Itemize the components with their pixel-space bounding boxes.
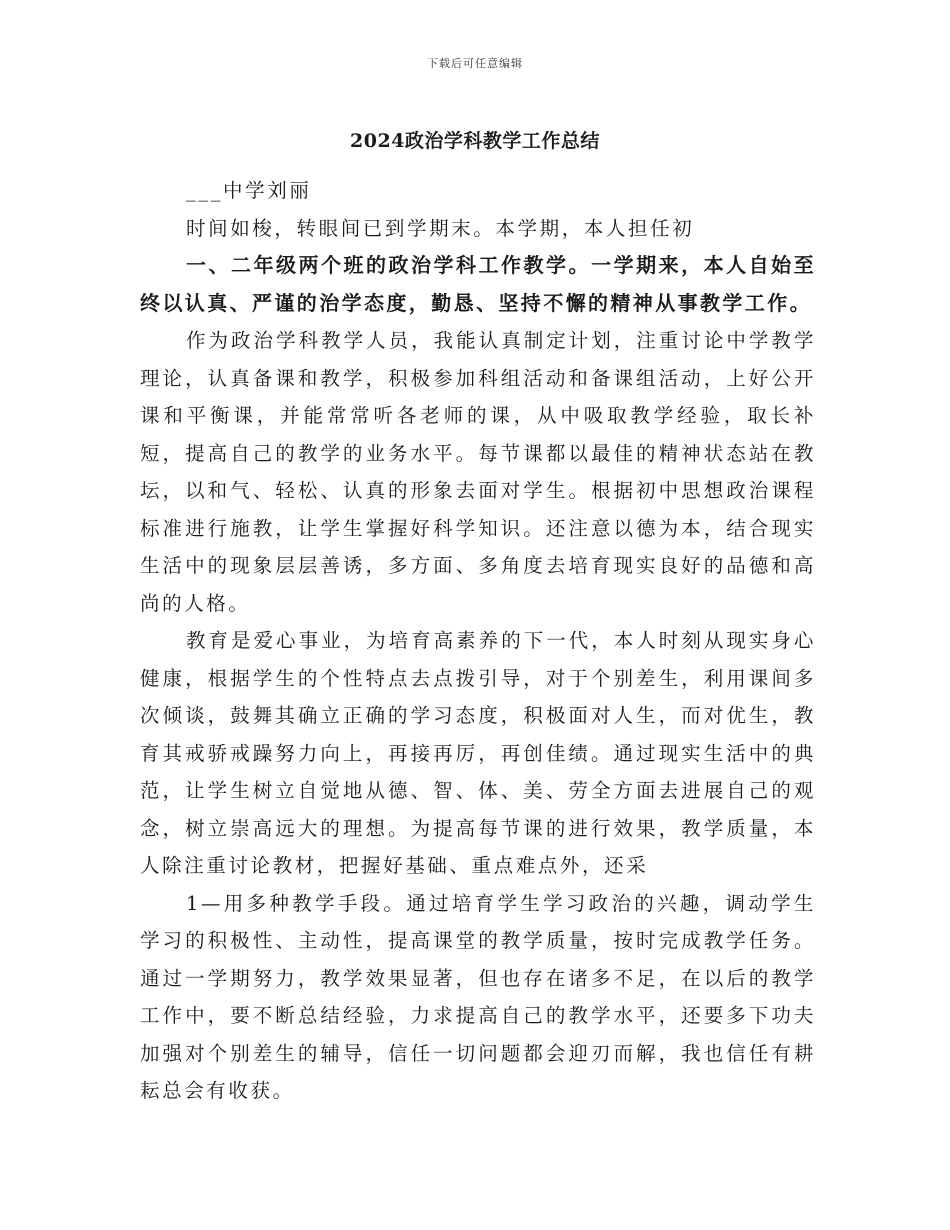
document-title: 2024政治学科教学工作总结 xyxy=(350,130,600,152)
header-note: 下载后可任意编辑 xyxy=(427,57,523,70)
paragraph-4: 教育是爱心事业，为培育高素养的下一代，本人时刻从现实身心健康，根据学生的个性特点去点拨引导，对于个别差生，利用课间多次倾谈，鼓舞其确立正确的学习态度，积极面对人生，而对优生，教育其戒骄戒躁努力向上，再接再厉，再创佳绩。通过现实生活中的典范，让学生树立自觉地从德、智、体、美、劳全方面去进展自己的观念，树立崇高远大的理想。为提高每节课的进行效果，教学质量，本人除注重讨论教材，把握好基础、重点难点外，还采 xyxy=(140,629,816,877)
paragraph-3: 作为政治学科教学人员，我能认真制定计划，注重讨论中学教学理论，认真备课和教学，积极参加科组活动和备课组活动，上好公开课和平衡课，并能常常听各老师的课，从中吸取教学经验，取长补短，提高自己的教学的业务水平。每节课都以最佳的精神状态站在教坛，以和气、轻松、认真的形象去面对学生。根据初中思想政治课程标准进行施教，让学生掌握好科学知识。还注意以德为本，结合现实生活中的现象层层善诱，多方面、多角度去培育现实良好的品德和高尚的人格。 xyxy=(140,329,816,615)
document-body xyxy=(140,172,816,1110)
author-line: ___中学刘丽 xyxy=(186,179,312,202)
paragraph-5: 1—用多种教学手段。通过培育学生学习政治的兴趣，调动学生学习的积极性、主动性，提高课堂的教学质量，按时完成教学任务。通过一学期努力，教学效果显著，但也存在诸多不足，在以后的教学工作中，要不断总结经验，力求提高自己的教学水平，还要多下功夫加强对个别差生的辅导，信任一切问题都会迎刃而解，我也信任有耕耘总会有收获。 xyxy=(140,891,816,1102)
paragraph-1: 时间如梭，转眼间已到学期末。本学期，本人担任初 xyxy=(186,216,695,240)
paragraph-2: 一、二年级两个班的政治学科工作教学。一学期来，本人自始至终以认真、严谨的治学态度，勤恳、坚持不懈的精神从事教学工作。 xyxy=(140,253,816,315)
